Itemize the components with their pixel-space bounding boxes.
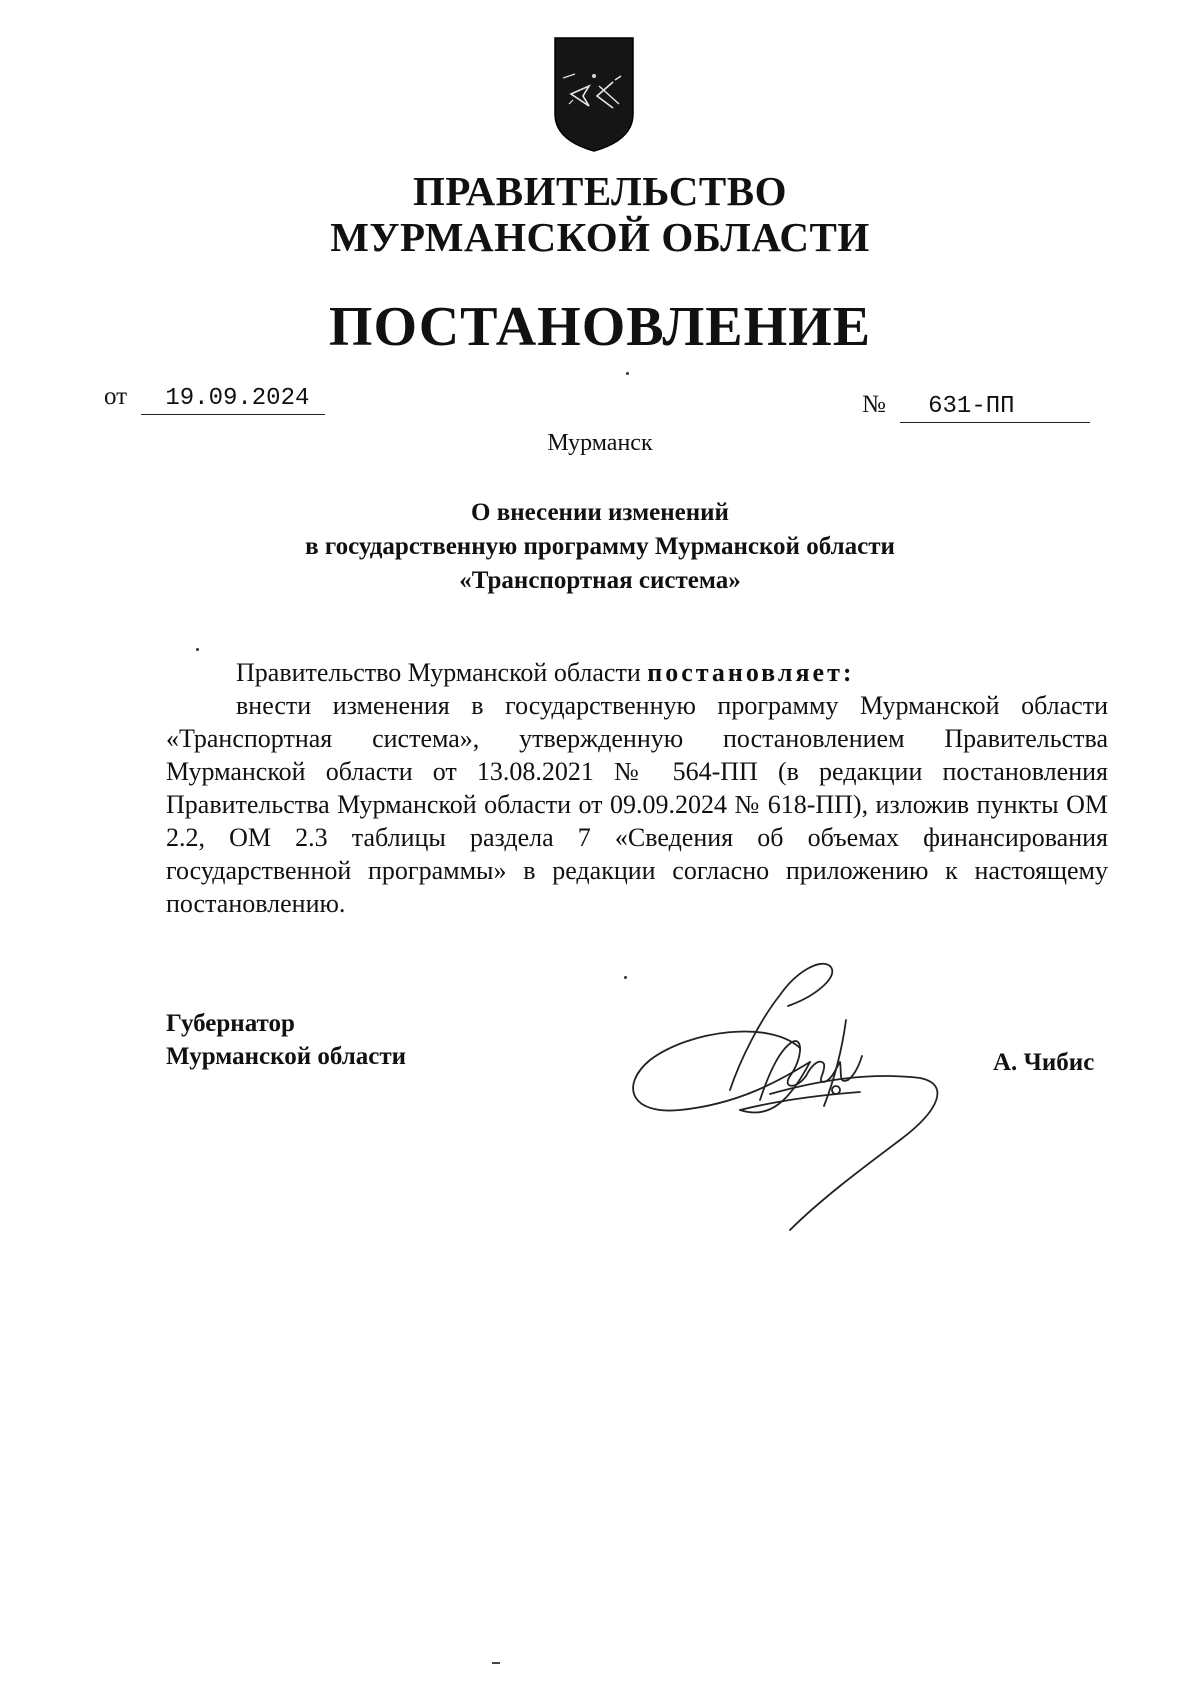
document-type-title: ПОСТАНОВЛЕНИЕ: [328, 296, 872, 358]
government-name-line1: ПРАВИТЕЛЬСТВО: [412, 168, 788, 214]
number-prefix: №: [862, 391, 886, 418]
signer-title-line1: Губернатор: [166, 1010, 295, 1037]
date-row: [104, 382, 325, 415]
document-body: [166, 656, 1108, 920]
date-prefix: от: [104, 383, 128, 410]
signer-title-line2: Мурманской области: [166, 1043, 407, 1070]
scan-mark: [492, 1662, 500, 1664]
city-name: Мурманск: [547, 430, 653, 456]
handwritten-signature: [620, 950, 960, 1240]
resolution-paragraph: внести изменения в государственную программу Мурманской области «Транспортная система», утвержденную постановлением Правительства Мурманской области от 13.08.2021 № 564-ПП (в редакции постановления Правительства Мурманской области от 09.09.2024 № 618-ПП), изложив пункты ОМ 2.2, ОМ 2.3 таблицы раздела 7 «Сведения об объемах финансирования государственной программы» в редакции согласно приложению к настоящему постановлению.: [166, 691, 1108, 918]
resolution-lead: [166, 656, 1108, 689]
subject-line3: «Транспортная система»: [459, 567, 741, 594]
subject-line2: в государственную программу Мурманской области: [305, 533, 895, 560]
document-number: 631-ПП: [900, 392, 1090, 423]
signer-name: А. Чибис: [993, 1049, 1095, 1076]
scan-speck: [626, 372, 629, 375]
government-name-line2: МУРМАНСКОЙ ОБЛАСТИ: [330, 214, 870, 260]
coat-of-arms-icon: [553, 36, 635, 153]
lead-verb: постановляет:: [647, 658, 855, 687]
lead-text: Правительство Мурманской области: [236, 658, 648, 687]
document-date: 19.09.2024: [141, 384, 325, 415]
number-row: [862, 390, 1090, 423]
scan-speck: [196, 648, 199, 651]
signer-title: [166, 1007, 406, 1073]
subject-line1: О внесении изменений: [471, 499, 729, 526]
document-subject: [0, 496, 1200, 598]
